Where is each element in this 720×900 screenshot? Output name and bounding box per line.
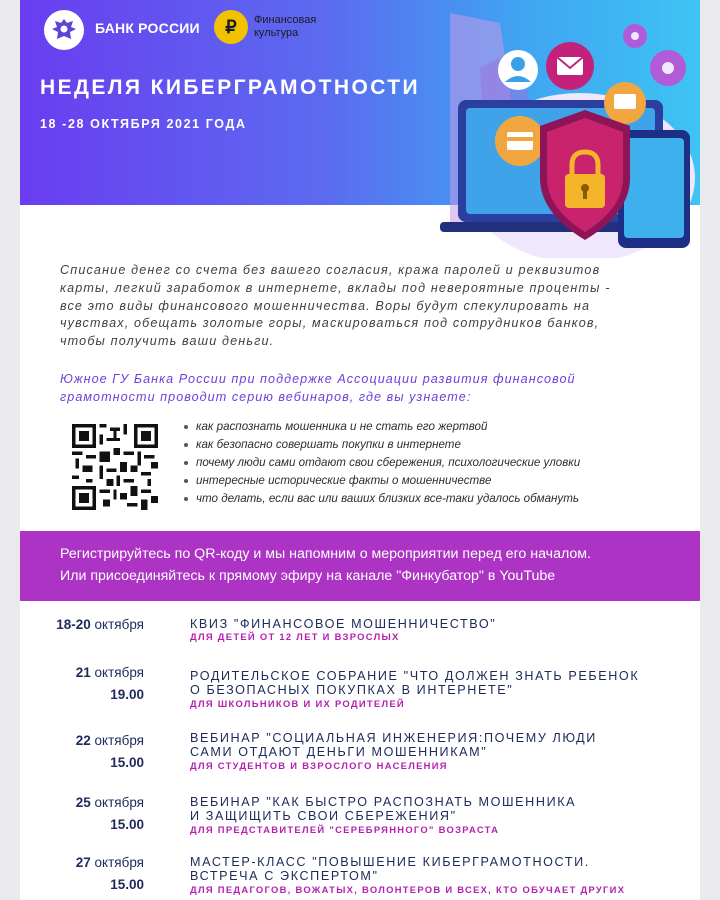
event-audience: ДЛЯ ПЕДАГОГОВ, ВОЖАТЫХ, ВОЛОНТЕРОВ И ВСЕХ, КТО ОБУЧАЕТ ДРУГИХ [190, 884, 626, 895]
fin-culture-logo-text [254, 14, 316, 40]
event-day: 25 [75, 795, 91, 810]
fin-culture-line1: Финансовая [254, 14, 317, 26]
topics-list [180, 418, 680, 508]
bank-name: БАНК РОССИИ [95, 20, 200, 36]
event-date [76, 795, 144, 810]
event-month: октября [94, 855, 144, 870]
event-day: 18-20 [56, 617, 91, 632]
event-title: ВЕБИНАР "КАК БЫСТРО РАСПОЗНАТЬ МОШЕННИКА [190, 795, 577, 809]
ruble-symbol: ₽ [225, 16, 237, 37]
bank-of-russia-eagle-icon [44, 10, 84, 50]
registration-banner [20, 531, 700, 601]
event-title-line2: И ЗАЩИЩИТЬ СВОИ СБЕРЕЖЕНИЯ" [190, 809, 457, 823]
fin-culture-line2: культура [254, 27, 299, 39]
list-item: как безопасно совершать покупки в интернете [180, 436, 680, 454]
organizer-line: Южное ГУ Банка России при поддержке Ассоциации развития финансовой [60, 372, 576, 386]
event-month: октября [94, 665, 144, 680]
event-audience: ДЛЯ ДЕТЕЙ ОТ 12 ЛЕТ И ВЗРОСЛЫХ [190, 631, 400, 642]
intro-line: все это виды финансового мошенничества. Воры будут спекулировать на [60, 298, 591, 313]
event-title-line2: ВСТРЕЧА С ЭКСПЕРТОМ" [190, 869, 379, 883]
event-day: 27 [75, 855, 91, 870]
youtube-line: Или присоединяйтесь к прямому эфиру на канале "Финкубатор" в YouTube [60, 568, 556, 584]
intro-line: чтобы получить ваши деньги. [60, 334, 275, 349]
list-item: почему люди сами отдают свои сбережения, психологические уловки [180, 454, 680, 472]
event-time: 15.00 [110, 817, 144, 832]
event-title: МАСТЕР-КЛАСС "ПОВЫШЕНИЕ КИБЕРГРАМОТНОСТИ. [190, 855, 590, 869]
event-date [56, 617, 144, 632]
event-title-line2: САМИ ОТДАЮТ ДЕНЬГИ МОШЕННИКАМ" [190, 745, 488, 759]
event-time: 15.00 [110, 755, 144, 770]
intro-line: чувствах, обещать золотые горы, маскироваться под сотрудников банков, [60, 316, 600, 331]
event-title: ВЕБИНАР "СОЦИАЛЬНАЯ ИНЖЕНЕРИЯ:ПОЧЕМУ ЛЮДИ [190, 731, 597, 745]
event-audience: ДЛЯ СТУДЕНТОВ И ВЗРОСЛОГО НАСЕЛЕНИЯ [190, 760, 448, 771]
event-month: октября [94, 795, 144, 810]
event-month: октября [94, 617, 144, 632]
ruble-coin-icon [214, 10, 248, 44]
event-audience: ДЛЯ ПРЕДСТАВИТЕЛЕЙ "СЕРЕБРЯННОГО" ВОЗРАСТА [190, 824, 500, 835]
event-month: октября [94, 733, 144, 748]
event-day: 21 [75, 665, 91, 680]
event-audience: ДЛЯ ШКОЛЬНИКОВ И ИХ РОДИТЕЛЕЙ [190, 698, 405, 709]
event-day: 22 [75, 733, 91, 748]
event-date [76, 665, 144, 680]
event-title: КВИЗ "ФИНАНСОВОЕ МОШЕННИЧЕСТВО" [190, 617, 497, 631]
organizer-paragraph [60, 371, 680, 407]
event-title-line2: О БЕЗОПАСНЫХ ПОКУПКАХ В ИНТЕРНЕТЕ" [190, 683, 514, 697]
registration-line: Регистрируйтесь по QR-коду и мы напомним о мероприятии перед его началом. [60, 546, 591, 562]
cyber-security-illustration [430, 8, 700, 258]
organizer-line: грамотности проводит серию вебинаров, где вы узнаете: [60, 389, 472, 404]
event-time: 19.00 [110, 687, 144, 702]
event-date [76, 855, 144, 870]
registration-qr-code[interactable] [72, 424, 158, 510]
intro-paragraph [60, 262, 680, 351]
list-item: как распознать мошенника и не стать его жертвой [180, 418, 680, 436]
event-date [76, 733, 144, 748]
event-dates: 18 -28 ОКТЯБРЯ 2021 ГОДА [40, 117, 247, 131]
intro-line: Списание денег со счета без вашего согласия, кража паролей и реквизитов [60, 263, 601, 277]
list-item: что делать, если вас или ваших близких все-таки удалось обмануть [180, 490, 680, 508]
flyer-page [20, 0, 700, 900]
list-item: интересные исторические факты о мошенничестве [180, 472, 680, 490]
page-title: НЕДЕЛЯ КИБЕРГРАМОТНОСТИ [40, 76, 420, 99]
event-title: РОДИТЕЛЬСКОЕ СОБРАНИЕ "ЧТО ДОЛЖЕН ЗНАТЬ РЕБЕНОК [190, 669, 640, 683]
event-time: 15.00 [110, 877, 144, 892]
intro-line: карты, легкий заработок в интернете, вклады под невероятные проценты - [60, 280, 611, 295]
